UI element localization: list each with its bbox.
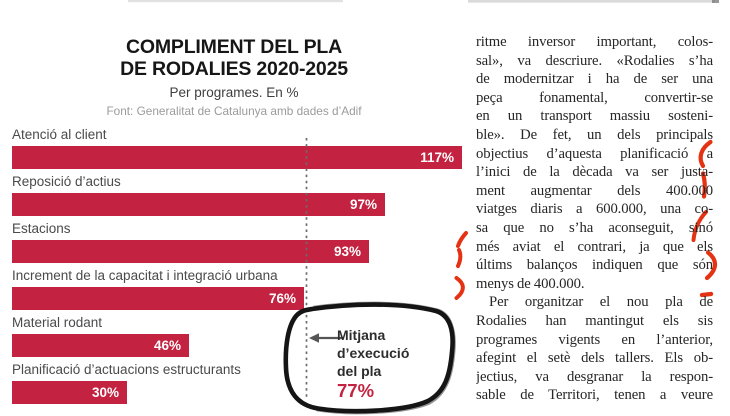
bar-value-label: 46% <box>153 338 181 353</box>
bar-value-label: 76% <box>268 291 296 306</box>
category-label: Material rodant <box>12 315 103 330</box>
article-line: més aviat el contrari, ja que els <box>476 238 713 255</box>
bar-value-label: 30% <box>91 385 119 400</box>
bar <box>12 381 127 404</box>
annotation-line: Mitjana <box>337 327 386 343</box>
bar <box>12 146 462 169</box>
scan-artifact <box>128 0 343 2</box>
article-line: jectius, va desgranar la respon- <box>476 368 713 385</box>
chart-source: Font: Generalitat de Catalunya amb dades d’Adif <box>106 104 362 118</box>
bar <box>12 193 385 216</box>
chart-title-line2: DE RODALIES 2020-2025 <box>120 57 348 80</box>
scan-artifact <box>712 0 719 3</box>
bar <box>12 334 189 357</box>
article-line: objectius d’aquesta planificació a <box>476 145 713 162</box>
annotation-line: d’execució <box>337 345 410 361</box>
bar-value-label: 117% <box>420 150 454 165</box>
bar-value-label: 93% <box>333 244 361 259</box>
category-label: Planificació d’actuacions estructurants <box>12 362 241 377</box>
annotation-line: del pla <box>337 363 382 379</box>
average-annotation <box>337 326 447 402</box>
article-line: ritme inversor important, colos- <box>476 34 713 50</box>
article-line: últims balanços indiquen que són <box>476 257 713 274</box>
category-label: Atenció al client <box>12 127 107 142</box>
article-line: de modernitzar i ha de ser una <box>476 71 713 88</box>
category-label: Estacions <box>12 221 71 236</box>
article-line: ment augmentar dels 400.000 <box>476 182 713 199</box>
scan-artifact <box>468 0 715 3</box>
article-line: peça fonamental, convertir-se <box>476 89 713 106</box>
bar <box>12 240 369 263</box>
article-line: ble». De fet, un dels principals <box>476 126 713 143</box>
chart-row <box>12 219 464 263</box>
chart-row <box>12 125 464 169</box>
article-line: afegint el setè dels tallers. Els ob- <box>476 350 713 367</box>
article-line: l’inici de la dècada va ser justa- <box>476 164 713 181</box>
chart-title <box>0 37 468 80</box>
article-line: Per organitzar el nou pla de <box>489 294 713 311</box>
article-line: sa que no s’ha aconseguit, sinó <box>476 219 713 236</box>
annotation-value: 77% <box>337 380 375 401</box>
article-line: Rodalies han mantingut els sis <box>476 312 713 329</box>
article-line: sable de Territori, tenen a veure <box>476 387 713 404</box>
bar-value-label: 97% <box>349 197 377 212</box>
chart-row <box>12 172 464 216</box>
category-label: Reposició d’actius <box>12 174 121 189</box>
article-line: programes vigents en l’anterior, <box>476 331 713 348</box>
article-line: en un transport massiu sosteni- <box>476 108 713 125</box>
category-label: Increment de la capacitat i integració urbana <box>12 268 278 283</box>
chart-title-line1: COMPLIMENT DEL PLA <box>126 36 342 58</box>
bar <box>12 287 304 310</box>
article-line: sal», va descriure. «Rodalies s’ha <box>476 52 713 69</box>
article-line: viatges diaris a 600.000, una co- <box>476 201 713 218</box>
chart-subtitle: Per programes. En % <box>169 85 299 100</box>
article-line: menys de 400.000. <box>476 275 585 292</box>
article-column <box>476 33 713 405</box>
chart-row <box>12 266 464 310</box>
